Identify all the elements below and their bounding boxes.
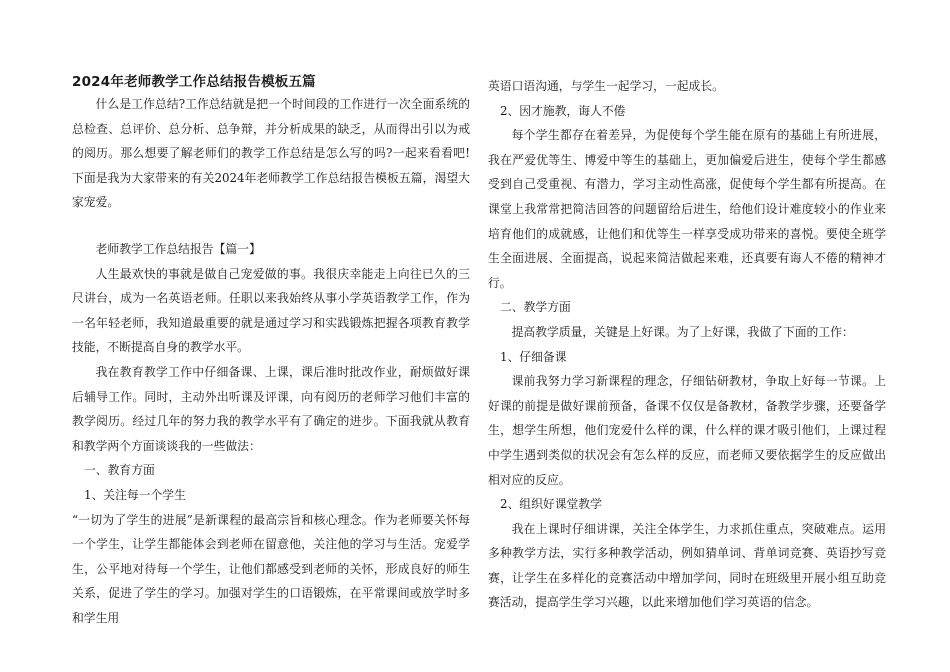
section-heading: 一、教育方面 [84,463,155,478]
left-column [72,72,470,630]
paragraph: 什么是工作总结?工作总结就是把一个时间段的工作进行一次全面系统的总检查、总评价、总分析、总争辩，并分析成果的缺乏，从而得出引以为戒的阅历。那么想要了解老师们的教学工作总结是怎么写的吗?一起来看看吧!下面是我为大家带来的有关2024年老师教学工作总结报告模板五篇，渴望大家宠爱。 [72,97,470,210]
paragraph-spacer [72,215,470,237]
paragraph: 提高教学质量，关键是上好课。为了上好课，我做了下面的工作： [511,324,854,339]
left-column-body [72,92,470,630]
section-heading: 二、教学方面 [500,300,571,315]
paragraph: 老师教学工作总结报告【篇一】 [95,241,261,256]
paragraph: 每个学生都存在着差异，为促使每个学生能在原有的基础上有所进展，我在严爱优等生、博爱中等生的基础上，更加偏爱后进生，使每个学生都感受到自己受重视、有潜力，学习主动性高涨，促使每个学生都有所提高。在课堂上我常常把简洁回答的问题留给后进生，给他们设计难度较小的作业来培育他们的成就感，让他们和优等生一样享受成功带来的喜悦。要使全班学生全面进展、全面提高，说起来简洁做起来难，还真要有诲人不倦的精神才行。 [488,128,886,290]
paragraph: 人生最欢快的事就是做自己宠爱做的事。我很庆幸能走上向往已久的三尺讲台，成为一名英语老师。任职以来我始终从事小学英语教学工作，作为一名年轻老师，我知道最重要的就是通过学习和实践锻炼把握各项教育教学技能，不断提高自身的教学水平。 [72,266,470,355]
paragraph: 我在教育教学工作中仔细备课、上课，课后准时批改作业，耐烦做好课后辅导工作。同时，主动外出听课及评课，向有阅历的老师学习他们丰富的教学阅历。经过几年的努力我的教学水平有了确定的进步。下面我就从教育和教学两个方面谈谈我的一些做法： [72,364,470,453]
paragraph: “一切为了学生的进展”是新课程的最高宗旨和核心理念。作为老师要关怀每一个学生，让学生都能体会到老师在留意他，关注他的学习与生活。宠爱学生，公平地对待每一个学生，让他们都感受到老师的关怀，形成良好的师生关系，促进了学生的学习。加强对学生的口语锻炼，在平常课间或放学时多和学生用 [72,512,470,625]
section-heading: 1、仔细备课 [500,349,567,364]
right-column [488,74,886,615]
paragraph: 课前我努力学习新课程的理念，仔细钻研教材，争取上好每一节课。上好课的前提是做好课前预备，备课不仅仅是备教材，备教学步骤，还要备学生，想学生所想，他们宠爱什么样的课，什么样的课才吸引他们，上课过程中学生遇到类似的状况会有怎么样的反应，而老师又要依据学生的反应做出相对应的反应。 [488,374,886,487]
document-title: 2024年老师教学工作总结报告模板五篇 [72,74,316,90]
paragraph: 英语口语沟通，与学生一起学习，一起成长。 [488,79,724,93]
paragraph: 我在上课时仔细讲课，关注全体学生，力求抓住重点，突破难点。运用多种教学方法，实行多种教学活动，例如猜单词、背单词竞赛、英语抄写竞赛，让学生在多样化的竞赛活动中增加学问，同时在班级里开展小组互助竞赛活动，提高学生学习兴趣，以此来增加他们学习英语的信念。 [488,521,886,610]
section-heading: 1、关注每一个学生 [84,487,186,502]
section-heading: 2、因才施教，诲人不倦 [500,103,626,118]
section-heading: 2、组织好课堂教学 [500,497,602,512]
right-column-body [488,74,886,615]
